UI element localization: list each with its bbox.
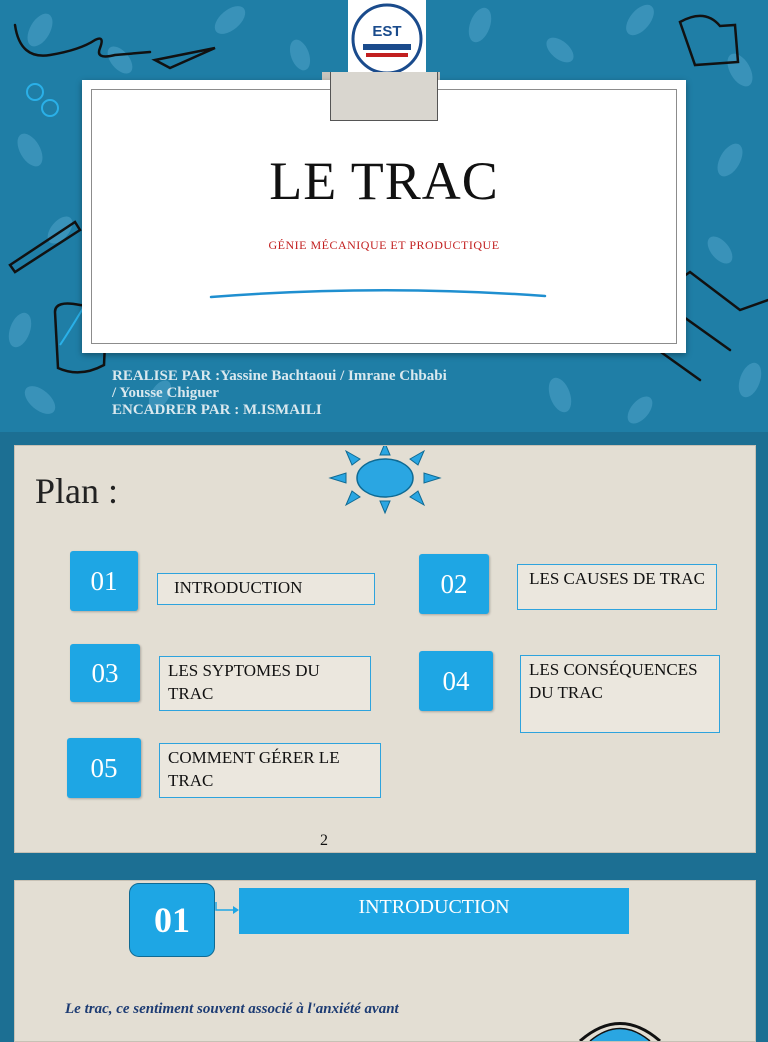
plan-item-consequences[interactable]: LES CONSÉQUENCES DU TRAC — [520, 655, 720, 733]
credits-authors: REALISE PAR :Yassine Bachtaoui / Imrane Chbabi — [112, 368, 447, 384]
slide-subtitle: GÉNIE MÉCANIQUE ET PRODUCTIQUE — [268, 238, 500, 252]
plan-item-causes[interactable]: LES CAUSES DE TRAC — [517, 564, 717, 610]
credits-supervisor: ENCADRER PAR : M.ISMAILI — [112, 402, 322, 418]
section-heading: INTRODUCTION — [239, 888, 629, 934]
connector-arrow-icon — [215, 901, 241, 917]
plan-item-symptoms[interactable]: LES SYPTOMES DU TRAC — [159, 656, 371, 711]
section-number: 01 — [129, 883, 215, 957]
plan-number-04[interactable]: 04 — [419, 651, 493, 711]
est-logo — [348, 0, 426, 78]
plan-slide — [14, 445, 756, 853]
credits-authors-continued: / Yousse Chiguer — [112, 385, 219, 401]
est-logo-graphic — [348, 0, 426, 78]
plan-number-01[interactable]: 01 — [70, 551, 138, 611]
plan-number-02[interactable]: 02 — [419, 554, 489, 614]
plan-item-introduction[interactable]: INTRODUCTION — [157, 573, 375, 605]
introduction-text: Le trac, ce sentiment souvent associé à l'anxiété avant — [65, 1001, 399, 1017]
plan-item-manage[interactable]: COMMENT GÉRER LE TRAC — [159, 743, 381, 798]
sun-icon — [328, 445, 442, 523]
svg-text:EST: EST — [372, 23, 402, 40]
card-tab — [330, 72, 438, 121]
plan-number-03[interactable]: 03 — [70, 644, 140, 702]
blue-underline-stroke — [208, 286, 548, 302]
plan-number-05[interactable]: 05 — [67, 738, 141, 798]
decorative-circle-icon — [575, 1011, 665, 1041]
introduction-slide — [14, 880, 756, 1042]
slide-title: LE TRAC — [269, 151, 499, 211]
credits — [112, 368, 532, 419]
plan-title: Plan : — [35, 471, 119, 511]
title-slide — [0, 0, 768, 432]
page-number: 2 — [320, 832, 328, 849]
title-card-border — [91, 89, 677, 344]
